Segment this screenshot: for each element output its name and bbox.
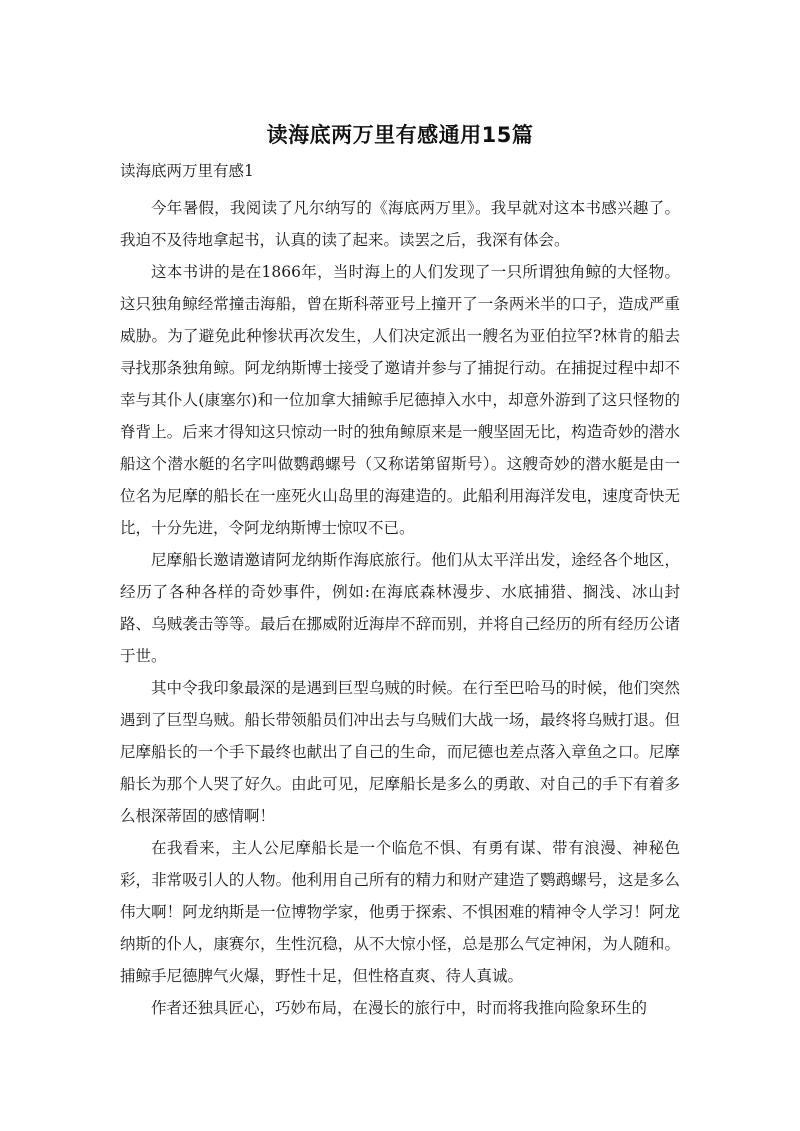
paragraph: 其中令我印象最深的是遇到巨型乌贼的时候。在行至巴哈马的时候，他们突然遇到了巨型乌贼。船长带领船员们冲出去与乌贼们大战一场，最终将乌贼打退。但尼摩船长的一个手下最终也献出了自己的生命，而尼德也差点落入章鱼之口。尼摩船长为那个人哭了好久。由此可见，尼摩船长是多么的勇敢、对自己的手下有着多么根深蒂固的感情啊！ xyxy=(120,679,680,825)
paragraph: 尼摩船长邀请邀请阿龙纳斯作海底旅行。他们从太平洋出发，途经各个地区，经历了各种各样的奇妙事件，例如:在海底森林漫步、水底捕猎、搁浅、冰山封路、乌贼袭击等等。最后在挪威附近海岸不辞而别，并将自己经历的所有经历公诸于世。 xyxy=(120,551,680,665)
paragraph: 这本书讲的是在1866年，当时海上的人们发现了一只所谓独角鲸的大怪物。这只独角鲸经常撞击海船，曾在斯科蒂亚号上撞开了一条两米半的口子，造成严重威胁。为了避免此种惨状再次发生，人们决定派出一艘名为亚伯拉罕?林肯的船去寻找那条独角鲸。阿龙纳斯博士接受了邀请并参与了捕捉行动。在捕捉过程中却不幸与其仆人(康塞尔)和一位加拿大捕鲸手尼德掉入水中，却意外游到了这只怪物的脊背上。后来才得知这只惊动一时的独角鲸原来是一艘坚固无比，构造奇妙的潜水船这个潜水艇的名字叫做鹦鹉螺号（又称诺第留斯号）。这艘奇妙的潜水艇是由一位名为尼摩的船长在一座死火山岛里的海建造的。此船利用海洋发电，速度奇快无比，十分先进，令阿龙纳斯博士惊叹不已。 xyxy=(120,263,680,537)
paragraph: 作者还独具匠心，巧妙布局，在漫长的旅行中，时而将我推向险象环生的 xyxy=(151,999,648,1017)
document-title: 读海底两万里有感通用15篇 xyxy=(266,123,534,147)
paragraph: 今年暑假，我阅读了凡尔纳写的《海底两万里》。我早就对这本书感兴趣了。我迫不及待地拿起书，认真的读了起来。读罢之后，我深有体会。 xyxy=(120,199,680,249)
body-text xyxy=(120,192,680,1024)
paragraph: 在我看来，主人公尼摩船长是一个临危不惧、有勇有谋、带有浪漫、神秘色彩，非常吸引人的人物。他利用自己所有的精力和财产建造了鹦鹉螺号，这是多么伟大啊！阿龙纳斯是一位博物学家，他勇于探索、不惧困难的精神令人学习！阿龙纳斯的仆人，康赛尔，生性沉稳，从不大惊小怪，总是那么气定神闲，为人随和。捕鲸手尼德脾气火爆，野性十足，但性格直爽、待人真诚。 xyxy=(120,839,680,985)
section-heading: 读海底两万里有感1 xyxy=(120,162,254,180)
